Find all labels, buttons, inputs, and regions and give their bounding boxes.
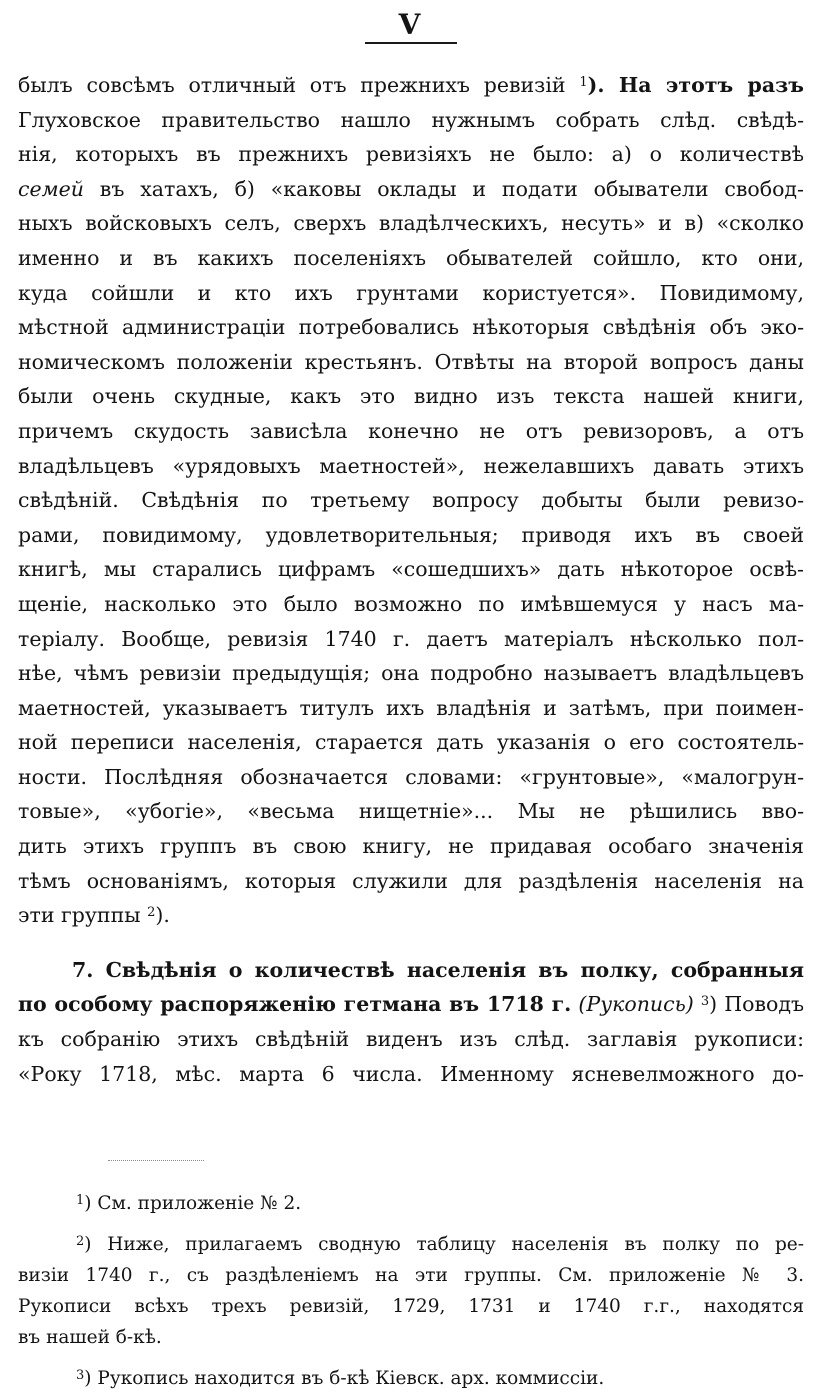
text-line: по особому распоряженію гетмана въ 1718 г. (Рукопись) $^3$) Поводъ	[18, 992, 804, 1017]
text-line: щеніе, насколько это было возможно по имѣвшемуся у насъ ма-	[18, 591, 804, 616]
text-line: владѣльцевъ «урядовыхъ маетностей», нежелавшихъ давать этихъ	[18, 453, 804, 478]
footnote-1: $^1$) См. приложеніе № 2.	[76, 1193, 302, 1214]
italic-word: семей	[18, 176, 84, 201]
footnote-ref: 1	[579, 75, 588, 90]
text-line: мѣстной администраціи потребовались нѣкоторыя свѣдѣнія объ эко-	[18, 315, 804, 340]
text-line: книгѣ, мы старались цифрамъ «сошедшихъ» дать нѣкоторое освѣ-	[18, 557, 804, 582]
text-line: нія, которыхъ въ прежнихъ ревизіяхъ не было: а) о количествѣ	[18, 142, 804, 167]
footnote-2-line: въ нашей б-кѣ.	[18, 1327, 162, 1348]
text-line: былъ совсѣмъ отличный отъ прежнихъ ревизій $^1$). На этотъ разъ	[18, 73, 804, 97]
footnote-separator	[108, 1160, 204, 1161]
text-line: ной переписи населенія, старается дать указанія о его состоятель-	[18, 730, 804, 755]
text-line: были очень скудные, какъ это видно изъ текста нашей книги,	[18, 384, 804, 409]
text-line: эти группы $^2$).	[18, 903, 170, 928]
footnote-2-line: Рукописи всѣхъ трехъ ревизій, 1729, 1731 и 1740 г.г., находятся	[18, 1296, 804, 1317]
footnote-3: $^3$) Рукопись находится въ б-кѣ Кіевск. арх. коммиссіи.	[76, 1368, 605, 1389]
text-line: номическомъ положеніи крестьянъ. Отвѣты на второй вопросъ даны	[18, 349, 804, 374]
section-heading-cont: по особому распоряженію гетмана въ 1718 г.	[18, 992, 572, 1017]
text-line: именно и въ какихъ поселеніяхъ обывателей сойшло, кто они,	[18, 245, 804, 270]
footnotes	[18, 1188, 804, 1394]
text-line: маетностей, указываетъ титулъ ихъ владѣнія и затѣмъ, при поимен-	[18, 695, 804, 720]
text-line: Глуховское правительство нашло нужнымъ собрать слѣд. свѣдѣ-	[18, 107, 804, 132]
text-line: куда сойшли и кто ихъ грунтами користуется». Повидимому,	[18, 280, 804, 305]
header-rule	[365, 42, 457, 44]
text-line: къ собранію этихъ свѣдѣній виденъ изъ слѣд. заглавія рукописи:	[18, 1027, 804, 1052]
text-line: семей въ хатахъ, б) «каковы оклады и подати обыватели свобод-	[18, 176, 804, 201]
text-line: ности. Послѣдняя обозначается словами: «грунтовые», «малогрун-	[18, 764, 804, 789]
text-line: товые», «убогіе», «весьма нищетніе»... Мы не рѣшились вво-	[18, 799, 804, 824]
footnote-ref: 2	[147, 905, 156, 921]
text-line: рами, повидимому, удовлетворительныя; приводя ихъ въ своей	[18, 522, 804, 547]
text-line: свѣдѣній. Свѣдѣнія по третьему вопросу добыты были ревизо-	[18, 488, 804, 513]
italic-word: (Рукопись)	[578, 992, 694, 1017]
footnote-ref: 3	[700, 994, 710, 1010]
footnote-2-line: визіи 1740 г., съ раздѣленіемъ на эти группы. См. приложеніе № 3.	[18, 1265, 804, 1286]
page-number: V	[398, 8, 422, 41]
text-line: нѣе, чѣмъ ревизіи предыдущія; она подробно называетъ владѣльцевъ	[18, 661, 804, 686]
text-line: дить этихъ группъ въ свою книгу, не придавая особаго значенія	[18, 834, 804, 859]
text-line: теріалу. Вообще, ревизія 1740 г. даетъ матеріалъ нѣсколько пол-	[18, 626, 804, 651]
text-line: причемъ скудость зависѣла конечно не отъ ревизоровъ, а отъ	[18, 418, 804, 443]
text-line: «Року 1718, мѣс. марта 6 числа. Именному ясневелможного до-	[18, 1061, 804, 1086]
text-line: тѣмъ основаніямъ, которыя служили для раздѣленія населенія на	[18, 868, 804, 893]
footnote-2: $^2$) Ниже, прилагаемъ сводную таблицу населенія въ полку по ре-	[76, 1234, 804, 1255]
main-text	[18, 68, 804, 1091]
section-heading: 7. Свѣдѣнія о количествѣ населенія въ полку, собранныя	[72, 957, 804, 982]
text-line: ныхъ войсковыхъ селъ, сверхъ владѣлческихъ, несуть» и в) «сколко	[18, 211, 804, 236]
